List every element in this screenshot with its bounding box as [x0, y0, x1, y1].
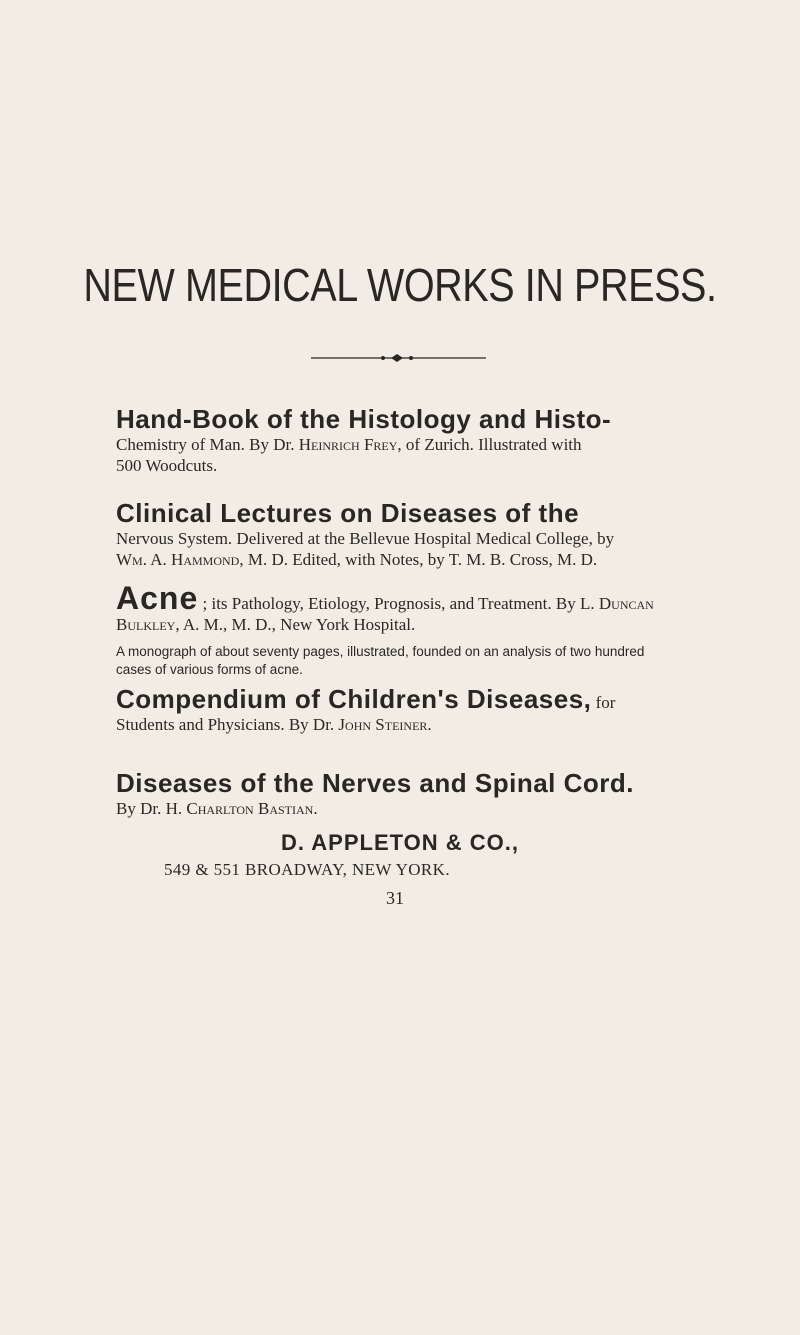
book-entry: [116, 404, 611, 476]
publisher-name: D. APPLETON & CO.,: [280, 830, 520, 855]
note-line: A monograph of about seventy pages, illustrated, founded on an analysis of two hundred: [116, 644, 645, 659]
book-entry: [116, 580, 654, 679]
book-title: Compendium of Children's Diseases,: [116, 684, 592, 714]
description-line: Bulkley, A. M., M. D., New York Hospital.: [116, 615, 416, 634]
author-name: Wm. A. Hammond: [116, 550, 240, 569]
page-number: 31: [386, 888, 404, 908]
page-title: NEW MEDICAL WORKS IN PRESS.: [83, 259, 717, 311]
description-line: By Dr. H. Charlton Bastian.: [116, 799, 318, 818]
ornamental-rule: [311, 353, 486, 363]
book-heading-line: Acne ; its Pathology, Etiology, Prognosis, and Treatment. By L. Duncan: [116, 580, 654, 616]
description-line: 500 Woodcuts.: [116, 456, 218, 475]
description-line: Wm. A. Hammond, M. D. Edited, with Notes, by T. M. B. Cross, M. D.: [116, 550, 598, 569]
book-entry: [116, 498, 614, 570]
book-title: Diseases of the Nerves and Spinal Cord.: [116, 768, 634, 798]
book-title: Acne: [116, 580, 199, 616]
description-line: Chemistry of Man. By Dr. Heinrich Frey, of Zurich. Illustrated with: [116, 435, 582, 454]
book-description: [116, 614, 654, 635]
description-line: Nervous System. Delivered at the Bellevue Hospital Medical College, by: [116, 529, 615, 548]
book-description: [116, 434, 611, 476]
book-title: Clinical Lectures on Diseases of the: [116, 498, 580, 528]
author-name: Duncan: [598, 594, 654, 613]
book-title: Hand-Book of the Histology and Histo-: [116, 404, 612, 434]
description-line: Students and Physicians. By Dr. John Steiner.: [116, 715, 432, 734]
author-name: Bulkley: [116, 615, 176, 634]
publisher-address: 549 & 551 BROADWAY, NEW YORK.: [164, 860, 450, 879]
author-name: Heinrich Frey: [298, 435, 398, 454]
author-name: Charlton Bastian: [186, 799, 314, 818]
note-line: cases of various forms of acne.: [116, 662, 303, 677]
book-note: [116, 643, 654, 679]
book-entry: [116, 768, 634, 819]
book-heading-line: Compendium of Children's Diseases, for: [116, 684, 616, 714]
author-name: John Steiner: [338, 715, 428, 734]
book-entry: [116, 684, 615, 735]
book-description: [116, 528, 614, 570]
book-description: [116, 714, 615, 735]
book-description: [116, 798, 634, 819]
